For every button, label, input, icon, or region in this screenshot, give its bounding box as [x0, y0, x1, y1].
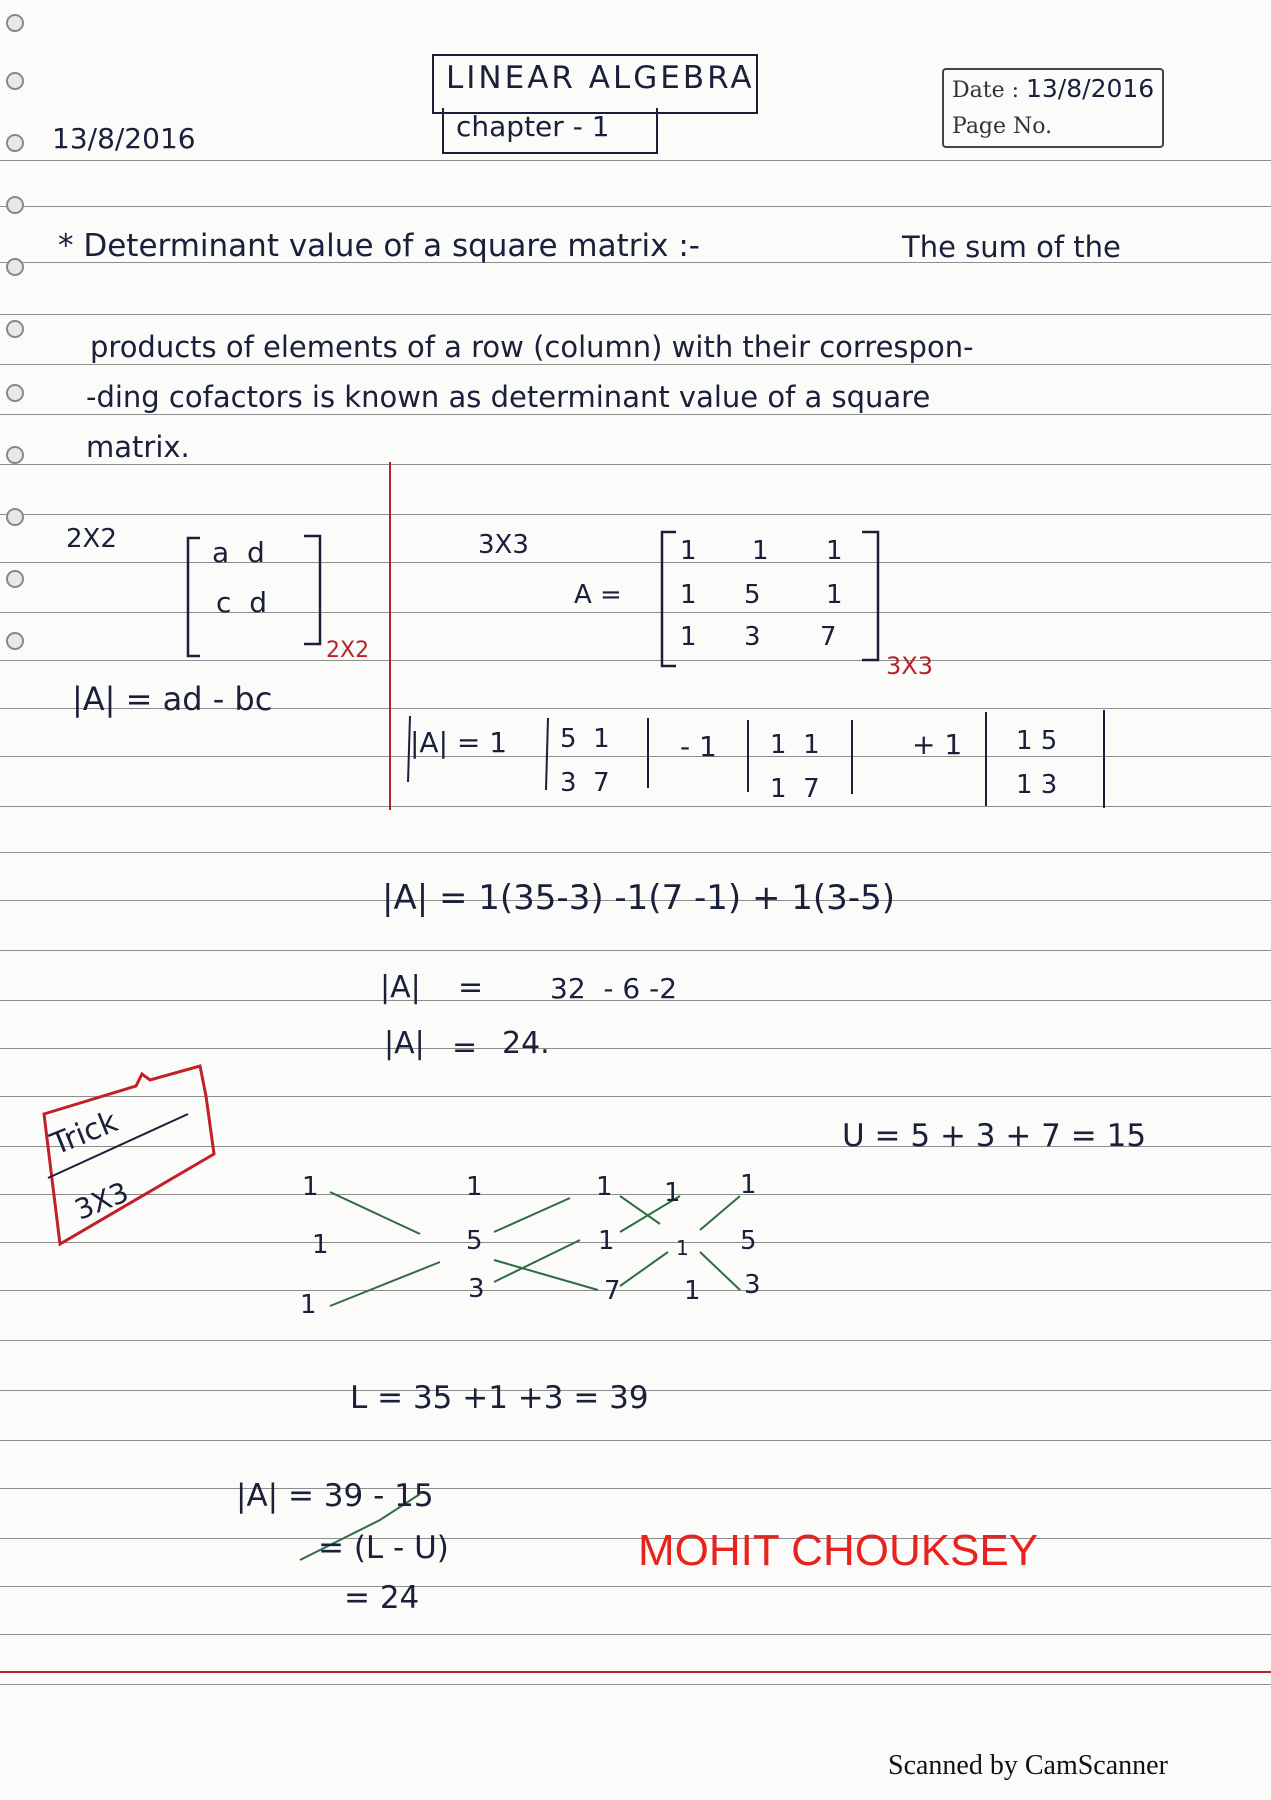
computation-step2-eq: = — [458, 970, 484, 1005]
matrix-3x3-r3c3: 7 — [820, 622, 837, 652]
definition-line4: matrix. — [86, 430, 190, 464]
subscript-2x2: 2X2 — [326, 638, 370, 663]
bracket-2x2-left — [188, 538, 200, 656]
col-a-2: 1 — [312, 1230, 329, 1260]
definition-line1-tail: The sum of the — [902, 230, 1121, 264]
definition-heading: * Determinant value of a square matrix :- — [58, 228, 700, 264]
author-signature: MOHIT CHOUKSEY — [638, 1526, 1039, 1575]
col-a-1: 1 — [302, 1172, 319, 1202]
matrix-3x3-r3c1: 1 — [680, 622, 697, 652]
l-line: L = 35 +1 +3 = 39 — [350, 1380, 649, 1416]
col-b-2: 5 — [466, 1226, 483, 1256]
col-a-3: 1 — [300, 1290, 317, 1320]
trick-label: Trick — [46, 1104, 123, 1163]
minor1-row2: 3 7 — [560, 768, 610, 798]
minor2-row1: 1 1 — [770, 730, 820, 760]
col-c-1: 1 — [596, 1172, 613, 1202]
computation-step3-lhs: |A| — [384, 1026, 425, 1061]
matrix-3x3-r1c1: 1 — [680, 536, 697, 566]
col-d-2: 1 — [676, 1236, 689, 1260]
matrix-3x3-r2c2: 5 — [744, 580, 761, 610]
col-d-3: 1 — [684, 1276, 701, 1306]
u-line: U = 5 + 3 + 7 = 15 — [842, 1118, 1147, 1154]
bracket-3x3-right — [862, 532, 878, 660]
chapter-label: chapter - 1 — [456, 110, 610, 143]
minor3-row2: 1 3 — [1016, 770, 1058, 800]
date-left: 13/8/2016 — [52, 122, 196, 155]
computation-step3-rhs: 24. — [502, 1026, 550, 1061]
definition-line2: products of elements of a row (column) with their correspon- — [90, 330, 974, 364]
bracket-2x2-right — [304, 536, 320, 644]
col-c-2: 1 — [598, 1226, 615, 1256]
computation-step2-lhs: |A| — [380, 970, 421, 1005]
matrix-3x3-r2c1: 1 — [680, 580, 697, 610]
scanner-watermark: Scanned by CamScanner — [888, 1750, 1168, 1781]
final-line2: = (L - U) — [318, 1530, 449, 1566]
det-bar-2 — [546, 718, 548, 790]
minor2-row2: 1 7 — [770, 774, 820, 804]
subscript-3x3: 3X3 — [886, 652, 933, 680]
stamp-page-label: Page No. — [952, 114, 1053, 139]
formula-2x2: |A| = ad - bc — [72, 680, 273, 718]
a-label: A = — [574, 580, 622, 610]
matrix-2x2-row1: a d — [212, 536, 265, 569]
size-label-2x2: 2X2 — [66, 524, 117, 554]
col-b-1: 1 — [466, 1172, 483, 1202]
computation-step3-eq: = — [452, 1030, 478, 1065]
computation-step2-rhs: 32 - 6 -2 — [550, 972, 678, 1005]
bracket-3x3-left — [662, 532, 676, 666]
stamp-date-value: 13/8/2016 — [1026, 74, 1155, 103]
minor1-row1: 5 1 — [560, 724, 610, 754]
minor3-row1: 1 5 — [1016, 726, 1058, 756]
col-c-3: 7 — [604, 1276, 621, 1306]
title: LINEAR ALGEBRA — [446, 60, 755, 96]
col-b-3: 3 — [468, 1274, 485, 1304]
expansion-lead: |A| = 1 — [410, 726, 508, 759]
final-line1: |A| = 39 - 15 — [236, 1478, 434, 1514]
size-label-3x3: 3X3 — [478, 530, 529, 560]
matrix-2x2-row2: c d — [216, 586, 267, 619]
stamp-date-label: Date : — [952, 78, 1020, 103]
expansion-sign2: - 1 — [680, 730, 717, 763]
final-line3: = 24 — [344, 1580, 420, 1616]
col-e-2: 5 — [740, 1226, 757, 1256]
definition-line3: -ding cofactors is known as determinant value of a square — [86, 380, 931, 414]
expansion-sign3: + 1 — [912, 728, 963, 761]
matrix-3x3-r3c2: 3 — [744, 622, 761, 652]
col-e-3: 3 — [744, 1270, 761, 1300]
trick-size-label: 3X3 — [70, 1175, 134, 1227]
col-e-1: 1 — [740, 1170, 757, 1200]
computation-step1: |A| = 1(35-3) -1(7 -1) + 1(3-5) — [382, 878, 895, 918]
matrix-3x3-r2c3: 1 — [826, 580, 843, 610]
matrix-3x3-r1c3: 1 — [826, 536, 843, 566]
col-d-1: 1 — [664, 1178, 681, 1208]
matrix-3x3-r1c2: 1 — [752, 536, 769, 566]
